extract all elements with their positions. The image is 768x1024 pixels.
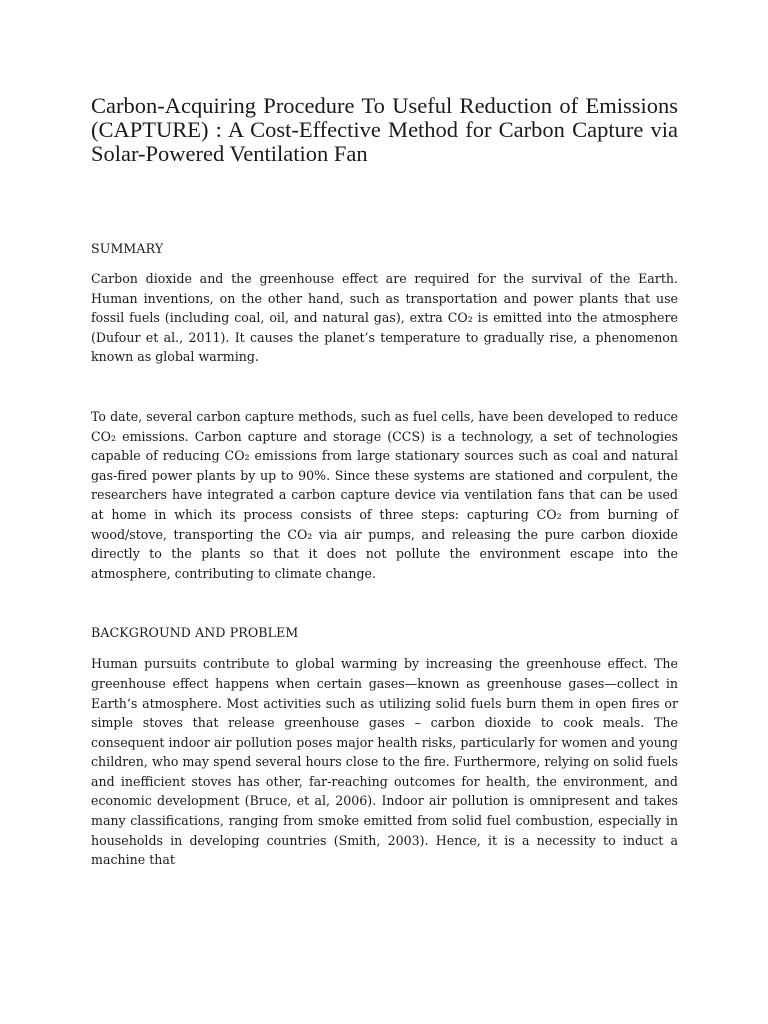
summary-paragraph-2: To date, several carbon capture methods, such as fuel cells, have been developed to reduce CO₂ emissions. Carbon capture and storage (CCS) is a technology, a set of technologies capable of reducing CO₂ emissions from large stationary sources such as coal and natural gas-fired power plants by up to 90%. Since these systems are stationed and corpulent, the researchers have integrated a carbon capture device via ventilation fans that can be used at home in which its process consists of three steps: capturing CO₂ from burning of wood/stove, transporting the CO₂ via air pumps, and releasing the pure carbon dioxide directly to the plants so that it does not pollute the environment escape into the atmosphere, contributing to climate change.	[91, 408, 678, 581]
document-title: Carbon-Acquiring Procedure To Useful Reduction of Emissions (CAPTURE) : A Cost-Effective Method for Carbon Capture via Solar-Powered Ventilation Fan	[91, 93, 678, 166]
background-heading: BACKGROUND AND PROBLEM	[91, 625, 299, 641]
document-page	[91, 94, 678, 870]
background-paragraph-1: Human pursuits contribute to global warming by increasing the greenhouse effect. The greenhouse effect happens when certain gases—known as greenhouse gases—collect in Earth’s atmosphere. Most activities such as utilizing solid fuels burn them in open fires or simple stoves that release greenhouse gases – carbon dioxide to cook meals. The consequent indoor air pollution poses major health risks, particularly for women and young children, who may spend several hours close to the fire. Furthermore, relying on solid fuels and inefficient stoves has other, far-reaching outcomes for health, the environment, and economic development (Bruce, et al, 2006). Indoor air pollution is omnipresent and takes many classifications, ranging from smoke emitted from solid fuel combustion, especially in households in developing countries (Smith, 2003). Hence, it is a necessity to induct a machine that	[91, 656, 678, 868]
summary-heading: SUMMARY	[91, 241, 164, 256]
summary-paragraph-1: Carbon dioxide and the greenhouse effect are required for the survival of the Earth. Human inventions, on the other hand, such as transportation and power plants that use fossil fuels (including coal, oil, and natural gas), extra CO₂ is emitted into the atmosphere (Dufour et al., 2011). It causes the planet’s temperature to gradually rise, a phenomenon known as global warming.	[91, 271, 678, 365]
